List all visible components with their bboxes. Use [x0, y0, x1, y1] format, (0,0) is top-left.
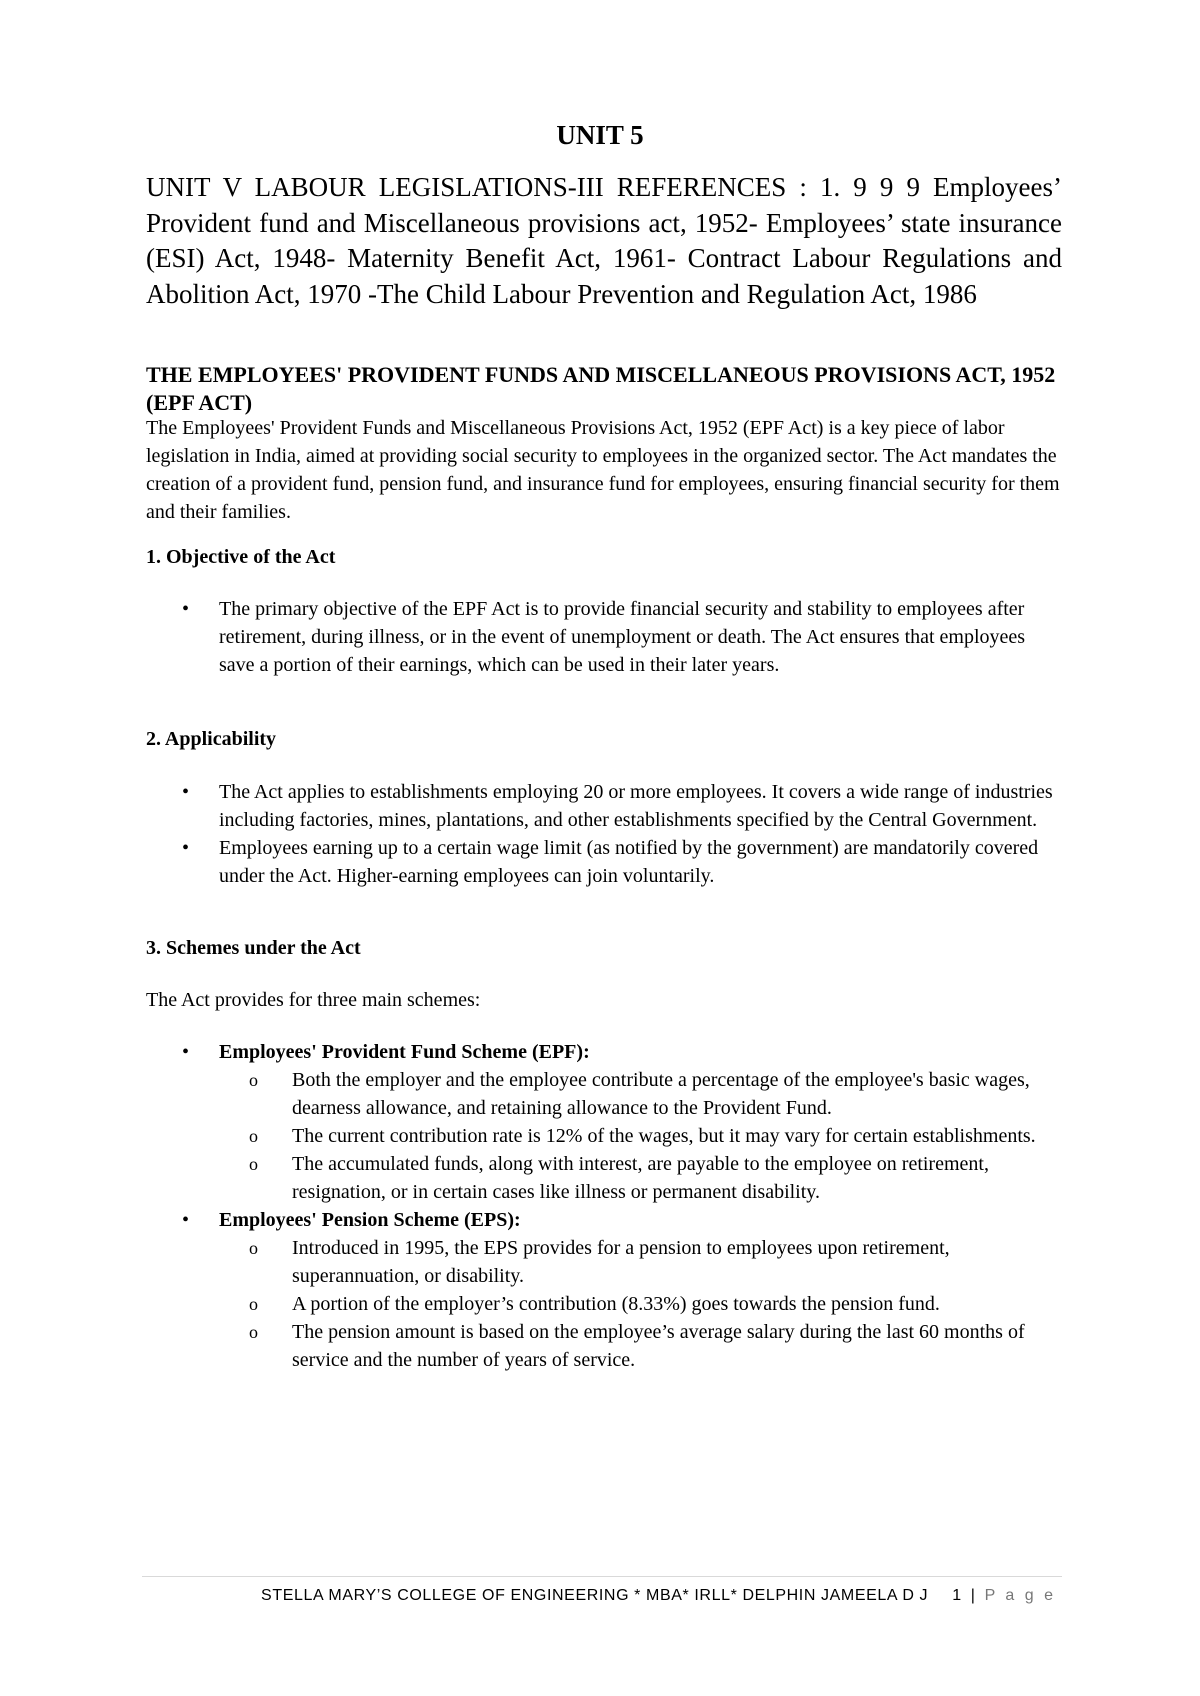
circle-bullet-icon: o: [249, 1322, 258, 1342]
sub-list-item-text: The pension amount is based on the employee’s average salary during the last 60 months of service and the number of years of service.: [292, 1321, 1025, 1371]
circle-bullet-icon: o: [249, 1238, 258, 1258]
scheme-item-eps: [146, 1206, 1062, 1374]
schemes-intro: The Act provides for three main schemes:: [146, 989, 481, 1011]
circle-bullet-icon: o: [249, 1294, 258, 1314]
footer-divider: [142, 1576, 1062, 1577]
sub-list-item: [219, 1318, 1062, 1374]
sub-list-item-text: The current contribution rate is 12% of the wages, but it may vary for certain establishments.: [292, 1125, 1036, 1147]
footer-separator: |: [970, 1587, 976, 1604]
page-label: P a g e: [984, 1587, 1056, 1604]
list-item: [146, 778, 1062, 834]
bullet-icon: •: [182, 781, 190, 803]
act-intro-paragraph: The Employees' Provident Funds and Miscellaneous Provisions Act, 1952 (EPF Act) is a key piece of labor legislation in India, aimed at providing social security to employees in the organized sector. The Act mandates the creation of a provident fund, pension fund, and insurance fund for employees, ensuring financial security for them and their families.: [146, 417, 1060, 523]
scheme-points: [219, 1234, 1062, 1374]
act-heading: THE EMPLOYEES' PROVIDENT FUNDS AND MISCELLANEOUS PROVISIONS ACT, 1952 (EPF ACT): [146, 362, 1056, 415]
sub-list-item: [219, 1290, 1062, 1318]
section-heading-applicability: 2. Applicability: [146, 728, 277, 750]
applicability-list: [146, 778, 1062, 890]
scheme-title: Employees' Provident Fund Scheme (EPF):: [219, 1041, 590, 1063]
scheme-item-epf: [146, 1038, 1062, 1206]
sub-list-item-text: Both the employer and the employee contribute a percentage of the employee's basic wages, dearness allowance, and retaining allowance to the Provident Fund.: [292, 1069, 1030, 1119]
sub-list-item: [219, 1122, 1062, 1150]
sub-list-item: [219, 1150, 1062, 1206]
schemes-list: [146, 1038, 1062, 1374]
list-item-text: Employees earning up to a certain wage limit (as notified by the government) are mandatorily covered under the Act. Higher-earning employees can join voluntarily.: [219, 837, 1039, 887]
intro-paragraph: UNIT V LABOUR LEGISLATIONS-III REFERENCES : 1. 9 9 9 Employees’ Provident fund and Miscellaneous provisions act, 1952- Employees’ state insurance (ESI) Act, 1948- Maternity Benefit Act, 1961- Contract Labour Regulations and Abolition Act, 1970 -The Child Labour Prevention and Regulation Act, 1986: [146, 172, 1062, 309]
bullet-icon: •: [182, 837, 190, 859]
section-heading-objective: 1. Objective of the Act: [146, 546, 336, 568]
circle-bullet-icon: o: [249, 1070, 258, 1090]
bullet-icon: •: [182, 1209, 190, 1231]
scheme-title: Employees' Pension Scheme (EPS):: [219, 1209, 521, 1231]
list-item-text: The primary objective of the EPF Act is to provide financial security and stability to employees after retirement, during illness, or in the event of unemployment or death. The Act ensures that employees save a portion of their earnings, which can be used in their later years.: [219, 598, 1026, 676]
bullet-icon: •: [182, 598, 190, 620]
objective-list: [146, 595, 1062, 679]
scheme-points: [219, 1066, 1062, 1206]
bullet-icon: •: [182, 1041, 190, 1063]
page-number: 1: [952, 1587, 962, 1604]
list-item-text: The Act applies to establishments employing 20 or more employees. It covers a wide range of industries including factories, mines, plantations, and other establishments specified by the Central Government.: [219, 781, 1053, 831]
list-item: [146, 834, 1062, 890]
sub-list-item: [219, 1234, 1062, 1290]
footer-text: STELLA MARY’S COLLEGE OF ENGINEERING * MBA* IRLL* DELPHIN JAMEELA D J: [261, 1587, 929, 1604]
sub-list-item-text: Introduced in 1995, the EPS provides for a pension to employees upon retirement, superannuation, or disability.: [292, 1237, 950, 1287]
unit-title: UNIT 5: [556, 120, 644, 150]
sub-list-item-text: A portion of the employer’s contribution (8.33%) goes towards the pension fund.: [292, 1293, 940, 1315]
sub-list-item-text: The accumulated funds, along with interest, are payable to the employee on retirement, resignation, or in certain cases like illness or permanent disability.: [292, 1153, 989, 1203]
sub-list-item: [219, 1066, 1062, 1122]
page-footer: [142, 1584, 1056, 1608]
circle-bullet-icon: o: [249, 1154, 258, 1174]
section-heading-schemes: 3. Schemes under the Act: [146, 937, 361, 959]
circle-bullet-icon: o: [249, 1126, 258, 1146]
list-item: [146, 595, 1062, 679]
